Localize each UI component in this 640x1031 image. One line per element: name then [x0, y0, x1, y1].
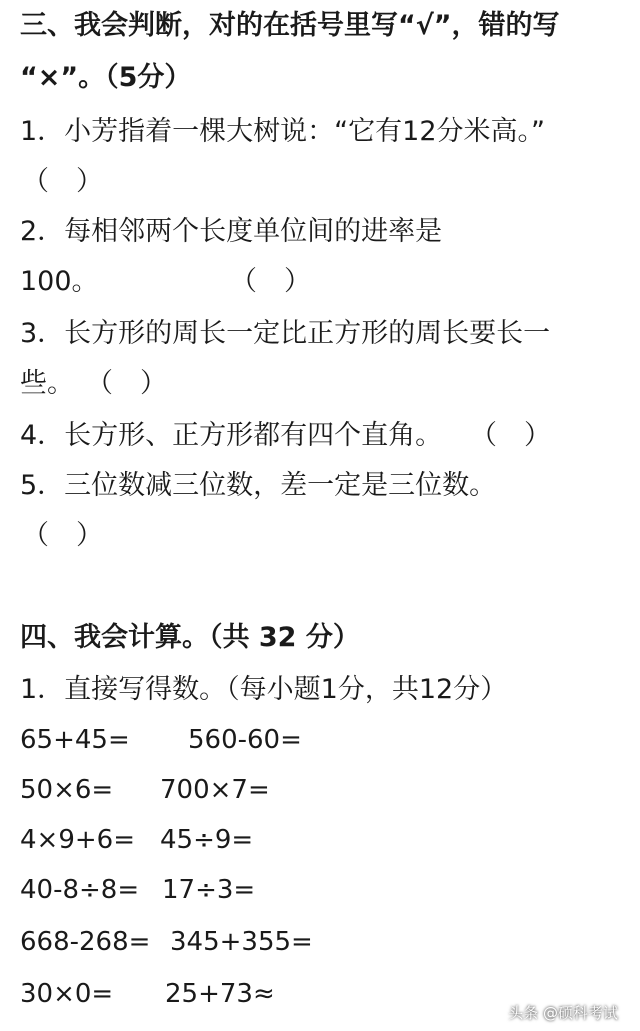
- answer-paren-5: （ ）: [22, 520, 103, 551]
- answer-paren-1: （ ）: [22, 166, 103, 197]
- calc-item: 65+45=: [20, 725, 130, 755]
- section3-title-line2: “×”。（5分）: [20, 62, 192, 93]
- answer-paren-4: （ ）: [470, 420, 551, 451]
- answer-paren-2: （ ）: [230, 266, 311, 297]
- calc-item: 50×6=: [20, 775, 114, 805]
- question-2-line2: 100。: [20, 266, 99, 297]
- calc-item: 45÷9=: [160, 825, 254, 855]
- calc-item: 40-8÷8=: [20, 875, 140, 905]
- section4-title: 四、我会计算。（共 32 分）: [20, 622, 360, 653]
- calc-item: 668-268=: [20, 927, 151, 957]
- calc-item: 560-60=: [188, 725, 302, 755]
- answer-paren-3: （ ）: [86, 368, 167, 399]
- section3-title-line1: 三、我会判断，对的在括号里写“√”，错的写: [20, 10, 560, 41]
- calc-item: 4×9+6=: [20, 825, 135, 855]
- calc-item: 30×0=: [20, 979, 114, 1009]
- calc-item: 17÷3=: [162, 875, 256, 905]
- question-3-line2: 些。: [20, 368, 74, 399]
- calc-item: 345+355=: [170, 927, 313, 957]
- question-1: 1．小芳指着一棵大树说：“它有12分米高。”: [20, 116, 546, 147]
- section4-subtitle-1: 1．直接写得数。（每小题1分，共12分）: [20, 674, 508, 705]
- calc-item: 25+73≈: [165, 979, 275, 1009]
- question-5: 5．三位数减三位数，差一定是三位数。: [20, 470, 497, 501]
- question-4: 4．长方形、正方形都有四个直角。: [20, 420, 443, 451]
- question-3-line1: 3．长方形的周长一定比正方形的周长要长一: [20, 318, 551, 349]
- watermark: 头条 @硕科考试: [508, 1004, 618, 1022]
- question-2-line1: 2．每相邻两个长度单位间的进率是: [20, 216, 443, 247]
- calc-item: 700×7=: [160, 775, 270, 805]
